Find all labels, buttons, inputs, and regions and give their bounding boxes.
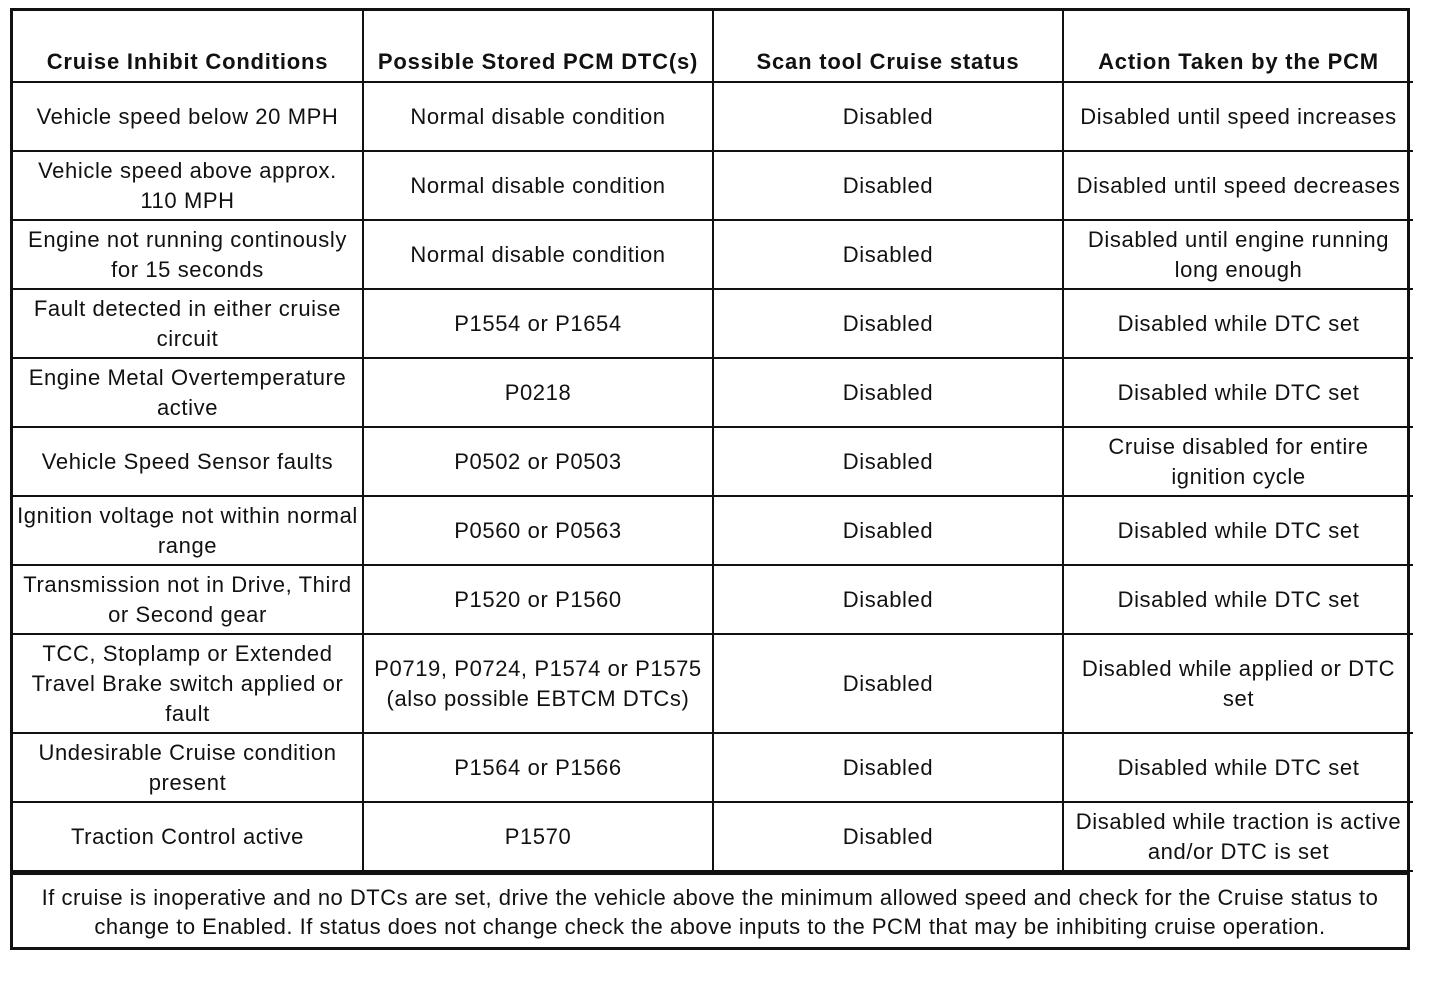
dtc-cell: Normal disable condition (363, 151, 713, 220)
condition-cell: Engine Metal Overtemperature active (13, 358, 363, 427)
table-row (13, 358, 1413, 427)
status-cell: Disabled (713, 358, 1063, 427)
dtc-cell: Normal disable condition (363, 220, 713, 289)
condition-cell: TCC, Stoplamp or Extended Travel Brake switch applied or fault (13, 634, 363, 733)
action-cell: Disabled until speed increases (1063, 82, 1413, 151)
condition-cell: Ignition voltage not within normal range (13, 496, 363, 565)
action-cell: Disabled while applied or DTC set (1063, 634, 1413, 733)
table-row (13, 427, 1413, 496)
table-row (13, 733, 1413, 802)
dtc-cell: P0218 (363, 358, 713, 427)
table-row (13, 82, 1413, 151)
action-cell: Cruise disabled for entire ignition cycle (1063, 427, 1413, 496)
table-row (13, 565, 1413, 634)
table-grid (13, 11, 1413, 872)
cruise-inhibit-table (10, 8, 1410, 950)
action-cell: Disabled while DTC set (1063, 733, 1413, 802)
condition-cell: Fault detected in either cruise circuit (13, 289, 363, 358)
condition-cell: Vehicle speed above approx. 110 MPH (13, 151, 363, 220)
status-cell: Disabled (713, 565, 1063, 634)
header-conditions: Cruise Inhibit Conditions (13, 11, 363, 82)
status-cell: Disabled (713, 82, 1063, 151)
status-cell: Disabled (713, 634, 1063, 733)
action-cell: Disabled while DTC set (1063, 565, 1413, 634)
header-scan-status: Scan tool Cruise status (713, 11, 1063, 82)
action-cell: Disabled while traction is active and/or DTC is set (1063, 802, 1413, 871)
table-row (13, 151, 1413, 220)
status-cell: Disabled (713, 733, 1063, 802)
dtc-cell: P0560 or P0563 (363, 496, 713, 565)
condition-cell: Vehicle Speed Sensor faults (13, 427, 363, 496)
dtc-cell: P1520 or P1560 (363, 565, 713, 634)
status-cell: Disabled (713, 496, 1063, 565)
action-cell: Disabled while DTC set (1063, 496, 1413, 565)
table-row (13, 634, 1413, 733)
header-pcm-action: Action Taken by the PCM (1063, 11, 1413, 82)
dtc-cell: P0502 or P0503 (363, 427, 713, 496)
dtc-cell: P1564 or P1566 (363, 733, 713, 802)
condition-cell: Vehicle speed below 20 MPH (13, 82, 363, 151)
table-row (13, 802, 1413, 871)
status-cell: Disabled (713, 427, 1063, 496)
status-cell: Disabled (713, 151, 1063, 220)
footnote: If cruise is inoperative and no DTCs are set, drive the vehicle above the minimum allowed speed and check for the Cruise status to change to Enabled. If status does not change check the above inputs to the PCM that may be inhibiting cruise operation. (13, 872, 1407, 947)
condition-cell: Undesirable Cruise condition present (13, 733, 363, 802)
table-header-row (13, 11, 1413, 82)
header-dtcs: Possible Stored PCM DTC(s) (363, 11, 713, 82)
dtc-cell: P1554 or P1654 (363, 289, 713, 358)
condition-cell: Traction Control active (13, 802, 363, 871)
dtc-cell: Normal disable condition (363, 82, 713, 151)
status-cell: Disabled (713, 289, 1063, 358)
condition-cell: Transmission not in Drive, Third or Second gear (13, 565, 363, 634)
table-row (13, 496, 1413, 565)
action-cell: Disabled until speed decreases (1063, 151, 1413, 220)
action-cell: Disabled until engine running long enough (1063, 220, 1413, 289)
table-row (13, 220, 1413, 289)
table-row (13, 289, 1413, 358)
status-cell: Disabled (713, 220, 1063, 289)
condition-cell: Engine not running continously for 15 seconds (13, 220, 363, 289)
status-cell: Disabled (713, 802, 1063, 871)
dtc-cell: P0719, P0724, P1574 or P1575 (also possible EBTCM DTCs) (363, 634, 713, 733)
action-cell: Disabled while DTC set (1063, 358, 1413, 427)
dtc-cell: P1570 (363, 802, 713, 871)
action-cell: Disabled while DTC set (1063, 289, 1413, 358)
